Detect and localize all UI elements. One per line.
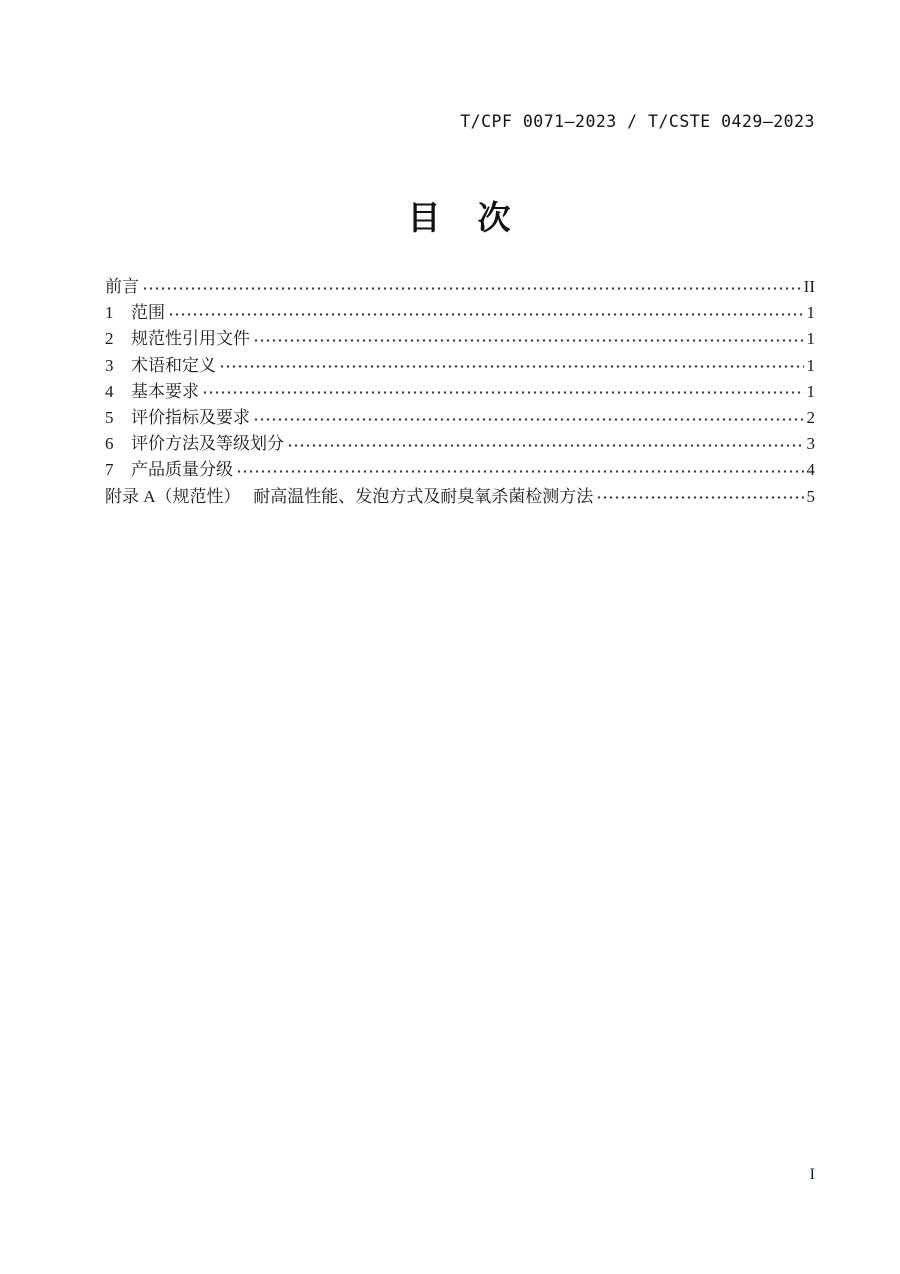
toc-entry-label: 前言 <box>105 277 139 296</box>
toc-entry-label: 附录 A（规范性） 耐高温性能、发泡方式及耐臭氧杀菌检测方法 <box>105 486 594 506</box>
toc-entry-label: 产品质量分级 <box>131 460 233 480</box>
toc-entry-number: 1 <box>105 303 114 323</box>
toc-entry-number: 5 <box>105 407 114 427</box>
toc-dot-leader <box>287 437 804 454</box>
toc-dot-leader <box>142 280 801 297</box>
toc-entry-page: 1 <box>806 329 815 349</box>
toc-entry-page: 1 <box>806 303 815 323</box>
toc-entry-label: 评价指标及要求 <box>131 407 250 427</box>
toc-entry-page: 3 <box>806 434 815 454</box>
page-title: 目 次 <box>407 199 513 236</box>
toc-entry-label: 规范性引用文件 <box>131 329 250 349</box>
toc-dot-leader <box>236 463 804 480</box>
toc-entry <box>105 429 815 455</box>
toc-entry <box>105 324 815 350</box>
toc-entry-label: 范围 <box>131 303 165 323</box>
toc-entry <box>105 351 815 377</box>
toc-dot-leader <box>202 384 804 401</box>
toc-entry-number: 3 <box>105 355 114 375</box>
toc-entry-label: 术语和定义 <box>131 355 216 375</box>
toc-entry-page: 4 <box>806 460 815 480</box>
standard-code-header: T/CPF 0071—2023 / T/CSTE 0429—2023 <box>460 112 815 131</box>
toc-entry <box>105 482 815 508</box>
toc-dot-leader <box>596 489 803 506</box>
footer-page-number: I <box>809 1166 815 1183</box>
toc-entry <box>105 272 815 298</box>
toc-entry <box>105 377 815 403</box>
toc-entry-page: 1 <box>806 381 815 401</box>
table-of-contents <box>105 272 815 508</box>
toc-entry-number: 6 <box>105 434 114 454</box>
toc-entry-label: 基本要求 <box>131 381 199 401</box>
toc-dot-leader <box>253 332 804 349</box>
toc-entry <box>105 403 815 429</box>
toc-entry-page: II <box>803 277 815 296</box>
toc-entry <box>105 298 815 324</box>
toc-entry <box>105 455 815 481</box>
toc-dot-leader <box>253 411 804 428</box>
toc-entry-number: 7 <box>105 460 114 480</box>
toc-entry-label: 评价方法及等级划分 <box>131 434 284 454</box>
toc-entry-number: 4 <box>105 381 114 401</box>
toc-dot-leader <box>168 306 804 323</box>
toc-entry-number: 2 <box>105 329 114 349</box>
toc-entry-page: 5 <box>806 486 815 506</box>
toc-entry-page: 1 <box>806 355 815 375</box>
toc-entry-page: 2 <box>806 407 815 427</box>
toc-dot-leader <box>219 358 804 375</box>
